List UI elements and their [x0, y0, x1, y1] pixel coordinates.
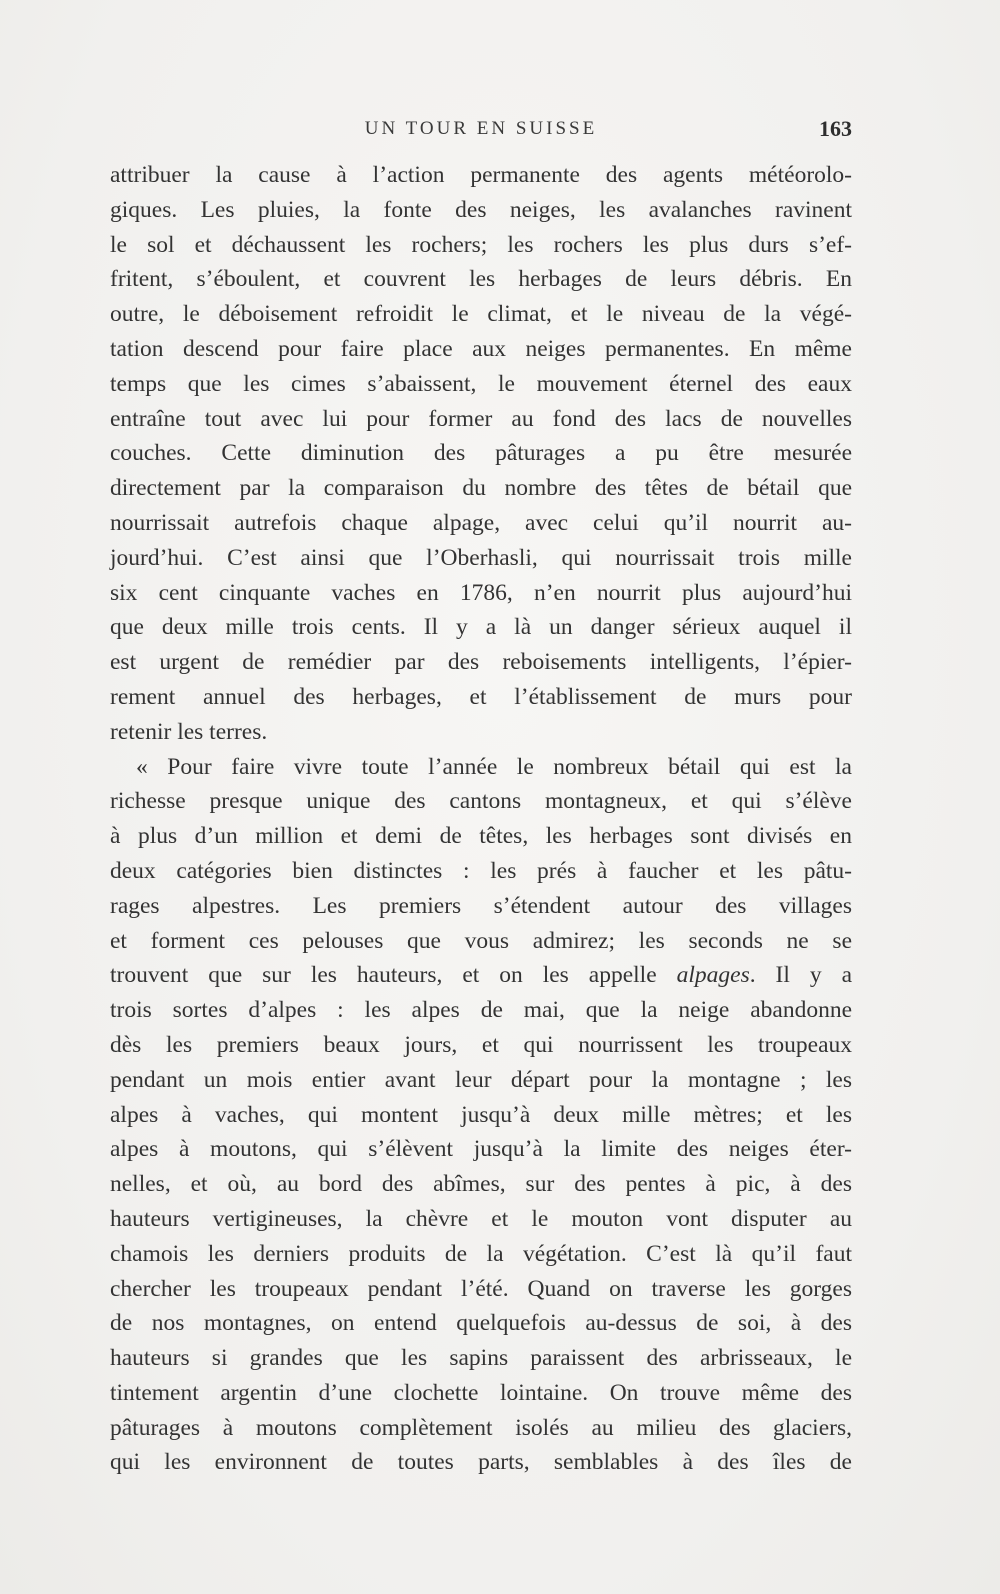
text-line: de nos montagnes, on entend quelquefois au-dessus de soi, à des	[110, 1310, 852, 1337]
text-line: dès les premiers beaux jours, et qui nourrissent les troupeaux	[110, 1031, 852, 1058]
text-line: « Pour faire vivre toute l’année le nombreux bétail qui est la	[136, 753, 852, 780]
text-line: pendant un mois entier avant leur départ pour la montagne ; les	[110, 1066, 852, 1093]
text-line: richesse presque unique des cantons montagneux, et qui s’élève	[110, 788, 852, 815]
text-line: pâturages à moutons complètement isolés au milieu des glaciers,	[110, 1414, 852, 1441]
text-segment: . Il y a	[749, 962, 852, 989]
text-line: alpes à vaches, qui montent jusqu’à deux mille mètres; et les	[110, 1101, 852, 1128]
running-title: UN TOUR EN SUISSE	[364, 118, 598, 139]
text-line: chamois les derniers produits de la végétation. C’est là qu’il faut	[110, 1240, 852, 1267]
text-line: tation descend pour faire place aux neiges permanentes. En même	[110, 335, 852, 362]
text-line: nourrissait autrefois chaque alpage, avec celui qu’il nourrit au-	[110, 509, 852, 536]
text-line: retenir les terres.	[110, 718, 268, 745]
text-line: qui les environnent de toutes parts, semblables à des îles de	[110, 1449, 852, 1476]
text-line: à plus d’un million et demi de têtes, les herbages sont divisés en	[110, 823, 852, 850]
text-line: deux catégories bien distinctes : les prés à faucher et les pâtu-	[110, 857, 852, 884]
text-line: attribuer la cause à l’action permanente des agents météorolo-	[110, 162, 852, 188]
page-number: 163	[819, 116, 852, 141]
text-line: giques. Les pluies, la fonte des neiges, les avalanches ravinent	[110, 196, 852, 223]
text-line: le sol et déchaussent les rochers; les rochers les plus durs s’ef-	[110, 231, 852, 258]
text-line: hauteurs vertigineuses, la chèvre et le mouton vont disputer au	[110, 1205, 852, 1232]
text-line: est urgent de remédier par des reboisements intelligents, l’épier-	[110, 649, 852, 676]
text-line: chercher les troupeaux pendant l’été. Quand on traverse les gorges	[110, 1275, 852, 1302]
text-line-mixed	[110, 958, 852, 993]
text-line: directement par la comparaison du nombre des têtes de bétail que	[110, 475, 852, 502]
text-line: hauteurs si grandes que les sapins paraissent des arbrisseaux, le	[110, 1345, 852, 1372]
italic-term: alpages	[676, 962, 750, 989]
text-line: nelles, et où, au bord des abîmes, sur des pentes à pic, à des	[110, 1171, 852, 1198]
text-line: couches. Cette diminution des pâturages a pu être mesurée	[110, 440, 852, 467]
text-line: jourd’hui. C’est ainsi que l’Oberhasli, qui nourrissait trois mille	[110, 544, 852, 571]
text-line: fritent, s’éboulent, et couvrent les herbages de leurs débris. En	[110, 266, 852, 293]
body-text	[110, 158, 852, 1480]
text-line: que deux mille trois cents. Il y a là un danger sérieux auquel il	[110, 614, 852, 641]
text-segment: trouvent que sur les hauteurs, et on les appelle	[110, 962, 657, 989]
text-line: trois sortes d’alpes : les alpes de mai, que la neige abandonne	[110, 997, 852, 1024]
text-line: six cent cinquante vaches en 1786, n’en nourrit plus aujourd’hui	[110, 579, 852, 606]
text-line: outre, le déboisement refroidit le climat, et le niveau de la végé-	[110, 301, 852, 328]
text-line: rement annuel des herbages, et l’établissement de murs pour	[110, 683, 852, 710]
text-line: temps que les cimes s’abaissent, le mouvement éternel des eaux	[110, 370, 852, 397]
text-line: tintement argentin d’une clochette lointaine. On trouve même des	[110, 1379, 852, 1406]
running-head	[110, 116, 852, 144]
text-line: et forment ces pelouses que vous admirez; les seconds ne se	[110, 927, 852, 954]
text-line: entraîne tout avec lui pour former au fond des lacs de nouvelles	[110, 405, 852, 432]
text-line: alpes à moutons, qui s’élèvent jusqu’à la limite des neiges éter-	[110, 1136, 852, 1163]
text-line: rages alpestres. Les premiers s’étendent autour des villages	[110, 892, 852, 919]
